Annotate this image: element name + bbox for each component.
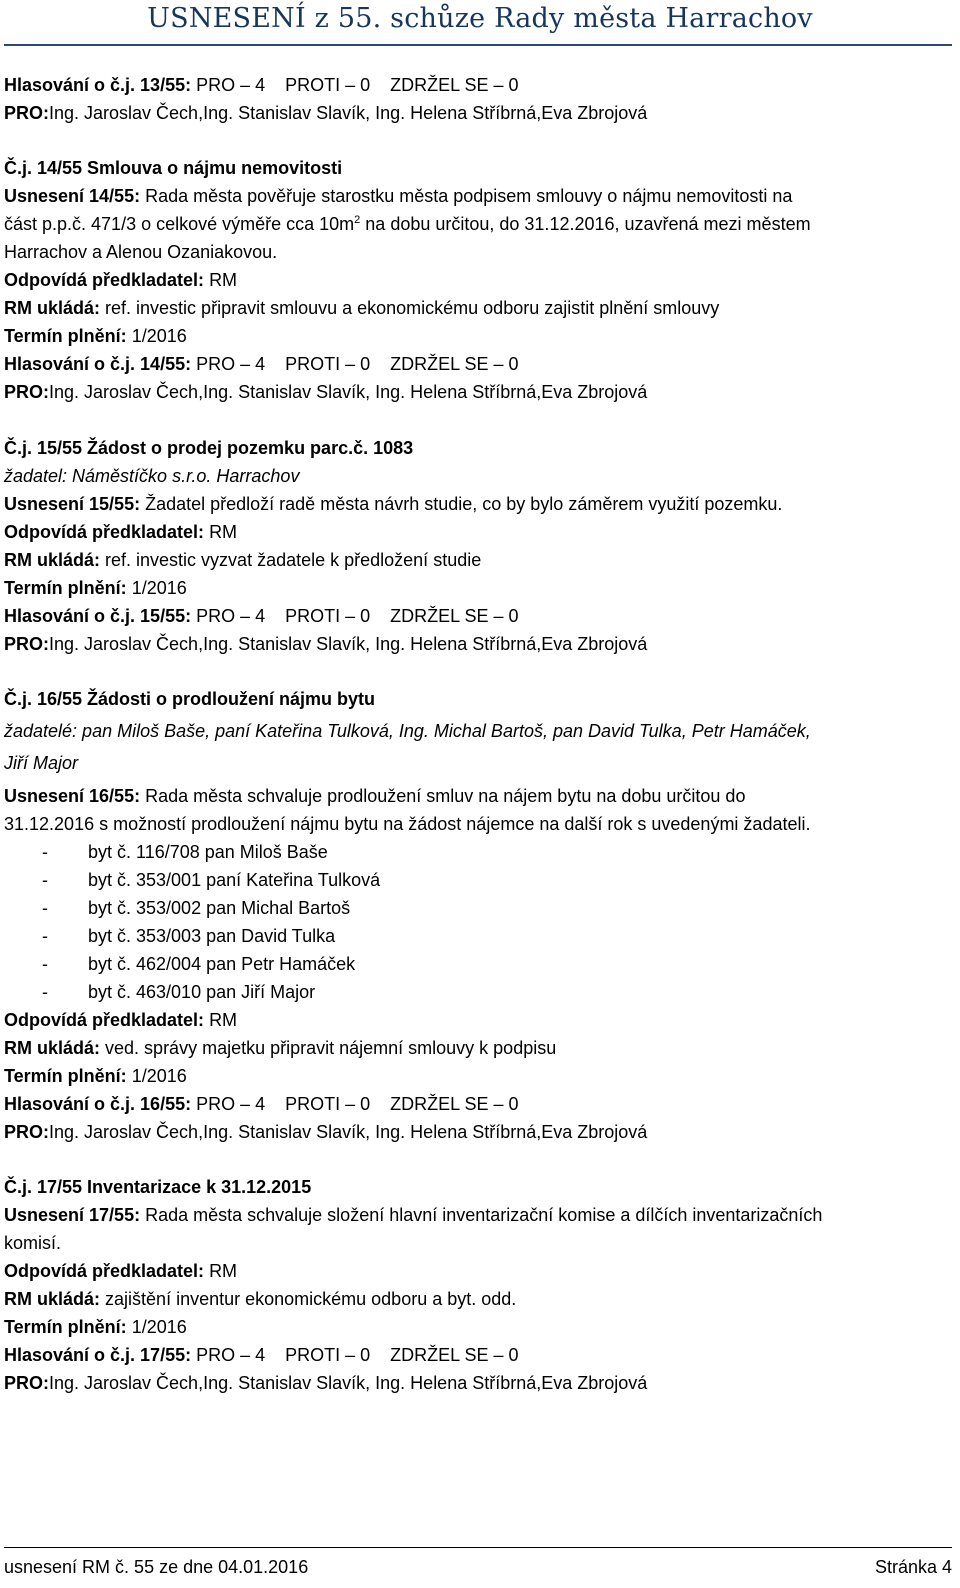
responsible-label: Odpovídá předkladatel:	[4, 270, 205, 290]
deadline-label: Termín plnění:	[4, 1066, 127, 1086]
list-dash: -	[42, 926, 48, 946]
deadline-value: 1/2016	[131, 1066, 187, 1086]
pro-members: Ing. Jaroslav Čech,Ing. Stanislav Slavík, Ing. Helena Stříbrná,Eva Zbrojová	[49, 1122, 648, 1142]
resolution-line-17	[4, 1204, 822, 1226]
pro-label: PRO:	[4, 1373, 49, 1393]
pro-label: PRO:	[4, 1122, 49, 1142]
applicants-line-16: žadatelé: pan Miloš Baše, paní Kateřina Tulková, Ing. Michal Bartoš, pan David Tulka, Petr Hamáček,	[4, 721, 811, 741]
flat-list-item	[4, 925, 335, 947]
rm-text: ref. investic připravit smlouvu a ekonomickému odboru zajistit plnění smlouvy	[105, 298, 720, 318]
resolution-label: Usnesení 14/55:	[4, 186, 141, 206]
list-dash: -	[42, 870, 48, 890]
applicants-line-16-2: Jiří Major	[4, 753, 79, 773]
flat-list-item	[4, 953, 355, 975]
responsible-line-17	[4, 1260, 237, 1282]
deadline-line-14	[4, 325, 187, 347]
rm-text: ref. investic vyzvat žadatele k předložení studie	[105, 550, 482, 570]
resolution-label: Usnesení 17/55:	[4, 1205, 141, 1225]
deadline-line-17	[4, 1316, 187, 1338]
flat-text: byt č. 353/002 pan Michal Bartoš	[88, 898, 351, 918]
pro-members: Ing. Jaroslav Čech,Ing. Stanislav Slavík, Ing. Helena Stříbrná,Eva Zbrojová	[49, 634, 648, 654]
rm-label: RM ukládá:	[4, 550, 101, 570]
vote-line-14	[4, 353, 519, 375]
resolution-label: Usnesení 15/55:	[4, 494, 141, 514]
flat-text: byt č. 116/708 pan Miloš Baše	[88, 842, 328, 862]
responsible-line-15	[4, 521, 237, 543]
deadline-value: 1/2016	[131, 578, 187, 598]
resolution-text: na dobu určitou, do 31.12.2016, uzavřená mezi městem	[360, 214, 811, 234]
resolution-text: Žadatel předloží radě města návrh studie, co by bylo záměrem využití pozemku.	[145, 494, 783, 514]
pro-label: PRO:	[4, 103, 49, 123]
responsible-label: Odpovídá předkladatel:	[4, 1261, 205, 1281]
resolution-line-14	[4, 185, 792, 207]
resolution-text: část p.p.č. 471/3 o celkové výměře cca 10m	[4, 214, 355, 234]
flat-list-item	[4, 981, 315, 1003]
pro-line-13	[4, 102, 647, 124]
superscript: 2	[354, 214, 361, 226]
rm-task-line-16	[4, 1037, 556, 1059]
rm-label: RM ukládá:	[4, 298, 101, 318]
responsible-line-16	[4, 1009, 237, 1031]
vote-line-16	[4, 1093, 519, 1115]
responsible-value: RM	[209, 522, 238, 542]
deadline-label: Termín plnění:	[4, 1317, 127, 1337]
vote-line-15	[4, 605, 519, 627]
item-heading-14: Č.j. 14/55 Smlouva o nájmu nemovitosti	[4, 158, 343, 178]
header-divider	[4, 44, 952, 46]
responsible-value: RM	[209, 1261, 238, 1281]
vote-label: Hlasování o č.j. 14/55:	[4, 354, 192, 374]
flat-text: byt č. 463/010 pan Jiří Major	[88, 982, 316, 1002]
vote-counts: PRO – 4 PROTI – 0 ZDRŽEL SE – 0	[196, 1345, 519, 1365]
item-heading-17: Č.j. 17/55 Inventarizace k 31.12.2015	[4, 1177, 312, 1197]
list-dash: -	[42, 982, 48, 1002]
resolution-text: Rada města pověřuje starostku města podpisem smlouvy o nájmu nemovitosti na	[145, 186, 793, 206]
pro-members: Ing. Jaroslav Čech,Ing. Stanislav Slavík, Ing. Helena Stříbrná,Eva Zbrojová	[49, 382, 648, 402]
responsible-value: RM	[209, 270, 238, 290]
resolution-text: Rada města schvaluje složení hlavní inventarizační komise a dílčích inventarizačních	[145, 1205, 823, 1225]
resolution-text: Rada města schvaluje prodloužení smluv na nájem bytu na dobu určitou do	[145, 786, 746, 806]
vote-counts: PRO – 4 PROTI – 0 ZDRŽEL SE – 0	[196, 1094, 519, 1114]
applicant-line-15: žadatel: Náměstíčko s.r.o. Harrachov	[4, 466, 300, 486]
rm-text: ved. správy majetku připravit nájemní smlouvy k podpisu	[105, 1038, 557, 1058]
resolution-line-16-2: 31.12.2016 s možností prodloužení nájmu bytu na žádost nájemce na další rok s uvedenými žadateli.	[4, 814, 811, 834]
deadline-line-15	[4, 577, 187, 599]
vote-label: Hlasování o č.j. 15/55:	[4, 606, 192, 626]
responsible-label: Odpovídá předkladatel:	[4, 522, 205, 542]
resolution-line-14-2	[4, 213, 811, 235]
responsible-label: Odpovídá předkladatel:	[4, 1010, 205, 1030]
resolution-line-17-2: komisí.	[4, 1233, 62, 1253]
deadline-line-16	[4, 1065, 187, 1087]
list-dash: -	[42, 954, 48, 974]
item-heading-16: Č.j. 16/55 Žádosti o prodloužení nájmu bytu	[4, 689, 376, 709]
pro-line-14	[4, 381, 647, 403]
vote-label: Hlasování o č.j. 17/55:	[4, 1345, 192, 1365]
deadline-value: 1/2016	[131, 1317, 187, 1337]
deadline-label: Termín plnění:	[4, 578, 127, 598]
flat-list-item	[4, 841, 328, 863]
responsible-value: RM	[209, 1010, 238, 1030]
rm-text: zajištění inventur ekonomickému odboru a byt. odd.	[105, 1289, 517, 1309]
resolution-line-14-3: Harrachov a Alenou Ozaniakovou.	[4, 242, 278, 262]
pro-label: PRO:	[4, 634, 49, 654]
footer-page-number: Stránka 4	[874, 1557, 952, 1577]
flat-text: byt č. 462/004 pan Petr Hamáček	[88, 954, 356, 974]
flat-text: byt č. 353/003 pan David Tulka	[88, 926, 336, 946]
pro-members: Ing. Jaroslav Čech,Ing. Stanislav Slavík, Ing. Helena Stříbrná,Eva Zbrojová	[49, 1373, 648, 1393]
flat-list-item	[4, 869, 380, 891]
pro-members: Ing. Jaroslav Čech,Ing. Stanislav Slavík, Ing. Helena Stříbrná,Eva Zbrojová	[49, 103, 648, 123]
rm-task-line-17	[4, 1288, 516, 1310]
resolution-line-16	[4, 785, 745, 807]
list-dash: -	[42, 898, 48, 918]
deadline-value: 1/2016	[131, 326, 187, 346]
vote-counts: PRO – 4 PROTI – 0 ZDRŽEL SE – 0	[196, 75, 519, 95]
rm-label: RM ukládá:	[4, 1038, 101, 1058]
vote-counts: PRO – 4 PROTI – 0 ZDRŽEL SE – 0	[196, 354, 519, 374]
vote-label: Hlasování o č.j. 13/55:	[4, 75, 192, 95]
responsible-line-14	[4, 269, 237, 291]
flat-text: byt č. 353/001 paní Kateřina Tulková	[88, 870, 381, 890]
footer-document-ref: usnesení RM č. 55 ze dne 04.01.2016	[4, 1557, 309, 1577]
pro-line-16	[4, 1121, 647, 1143]
page-header-title: USNESENÍ z 55. schůze Rady města Harrachov	[147, 3, 813, 34]
flat-list-item	[4, 897, 350, 919]
item-heading-15: Č.j. 15/55 Žádost o prodej pozemku parc.č. 1083	[4, 438, 414, 458]
rm-task-line-15	[4, 549, 481, 571]
deadline-label: Termín plnění:	[4, 326, 127, 346]
vote-line-17	[4, 1344, 519, 1366]
pro-line-15	[4, 633, 647, 655]
resolution-label: Usnesení 16/55:	[4, 786, 141, 806]
vote-line-13	[4, 74, 519, 96]
footer-divider	[4, 1547, 952, 1548]
rm-task-line-14	[4, 297, 719, 319]
rm-label: RM ukládá:	[4, 1289, 101, 1309]
pro-line-17	[4, 1372, 647, 1394]
vote-label: Hlasování o č.j. 16/55:	[4, 1094, 192, 1114]
vote-counts: PRO – 4 PROTI – 0 ZDRŽEL SE – 0	[196, 606, 519, 626]
list-dash: -	[42, 842, 48, 862]
pro-label: PRO:	[4, 382, 49, 402]
resolution-line-15	[4, 493, 782, 515]
